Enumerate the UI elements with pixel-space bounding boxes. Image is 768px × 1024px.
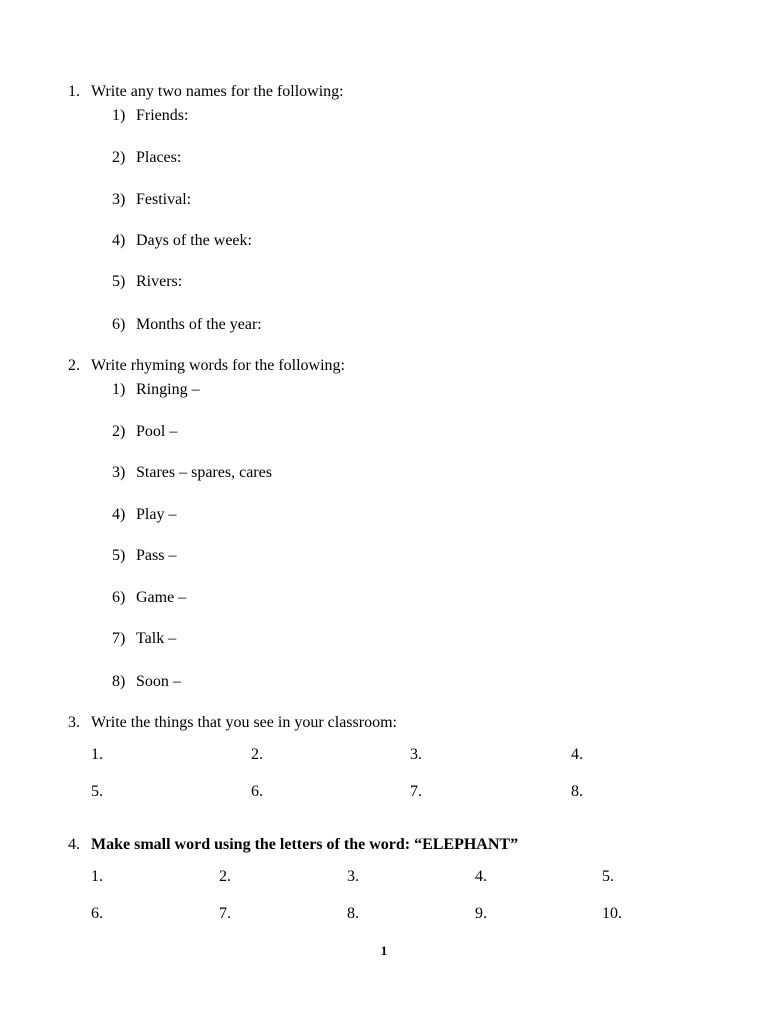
item-number: 2) [112, 149, 126, 166]
item-text: Rivers: [136, 273, 183, 290]
grid-cell: 5. [91, 783, 103, 800]
grid-cell: 6. [251, 783, 263, 800]
grid-cell: 5. [602, 868, 614, 885]
grid-cell: 3. [410, 746, 422, 763]
item-text: Ringing – [136, 381, 200, 398]
question-prompt: Make small word using the letters of the word: “ELEPHANT” [91, 836, 519, 853]
item-number: 6) [112, 316, 126, 333]
question-number: 1. [68, 83, 80, 100]
item-number: 7) [112, 630, 126, 647]
grid-cell: 4. [571, 746, 583, 763]
item-text: Stares – spares, cares [136, 464, 272, 481]
item-text: Game – [136, 589, 187, 606]
item-text: Pool – [136, 423, 178, 440]
grid-cell: 8. [347, 905, 359, 922]
question-number: 2. [68, 357, 80, 374]
question-prompt: Write the things that you see in your classroom: [91, 714, 397, 731]
grid-cell: 3. [347, 868, 359, 885]
grid-cell: 9. [475, 905, 487, 922]
item-text: Friends: [136, 107, 189, 124]
item-text: Months of the year: [136, 316, 262, 333]
grid-cell: 10. [602, 905, 622, 922]
item-number: 6) [112, 589, 126, 606]
question-number: 3. [68, 714, 80, 731]
question-prompt: Write rhyming words for the following: [91, 357, 345, 374]
item-number: 3) [112, 464, 126, 481]
item-text: Pass – [136, 547, 177, 564]
item-number: 1) [112, 381, 126, 398]
item-number: 8) [112, 673, 126, 690]
grid-cell: 6. [91, 905, 103, 922]
item-text: Talk – [136, 630, 177, 647]
grid-cell: 7. [219, 905, 231, 922]
question-number: 4. [68, 836, 80, 853]
item-text: Play – [136, 506, 177, 523]
page-number: 1 [380, 943, 388, 958]
item-number: 3) [112, 191, 126, 208]
item-number: 4) [112, 232, 126, 249]
item-number: 1) [112, 107, 126, 124]
grid-cell: 1. [91, 746, 103, 763]
item-text: Festival: [136, 191, 192, 208]
item-number: 4) [112, 506, 126, 523]
item-number: 5) [112, 273, 126, 290]
item-number: 5) [112, 547, 126, 564]
item-text: Days of the week: [136, 232, 252, 249]
item-number: 2) [112, 423, 126, 440]
grid-cell: 2. [219, 868, 231, 885]
grid-cell: 4. [475, 868, 487, 885]
grid-cell: 2. [251, 746, 263, 763]
item-text: Soon – [136, 673, 181, 690]
grid-cell: 1. [91, 868, 103, 885]
grid-cell: 8. [571, 783, 583, 800]
question-prompt: Write any two names for the following: [91, 83, 344, 100]
item-text: Places: [136, 149, 182, 166]
grid-cell: 7. [410, 783, 422, 800]
